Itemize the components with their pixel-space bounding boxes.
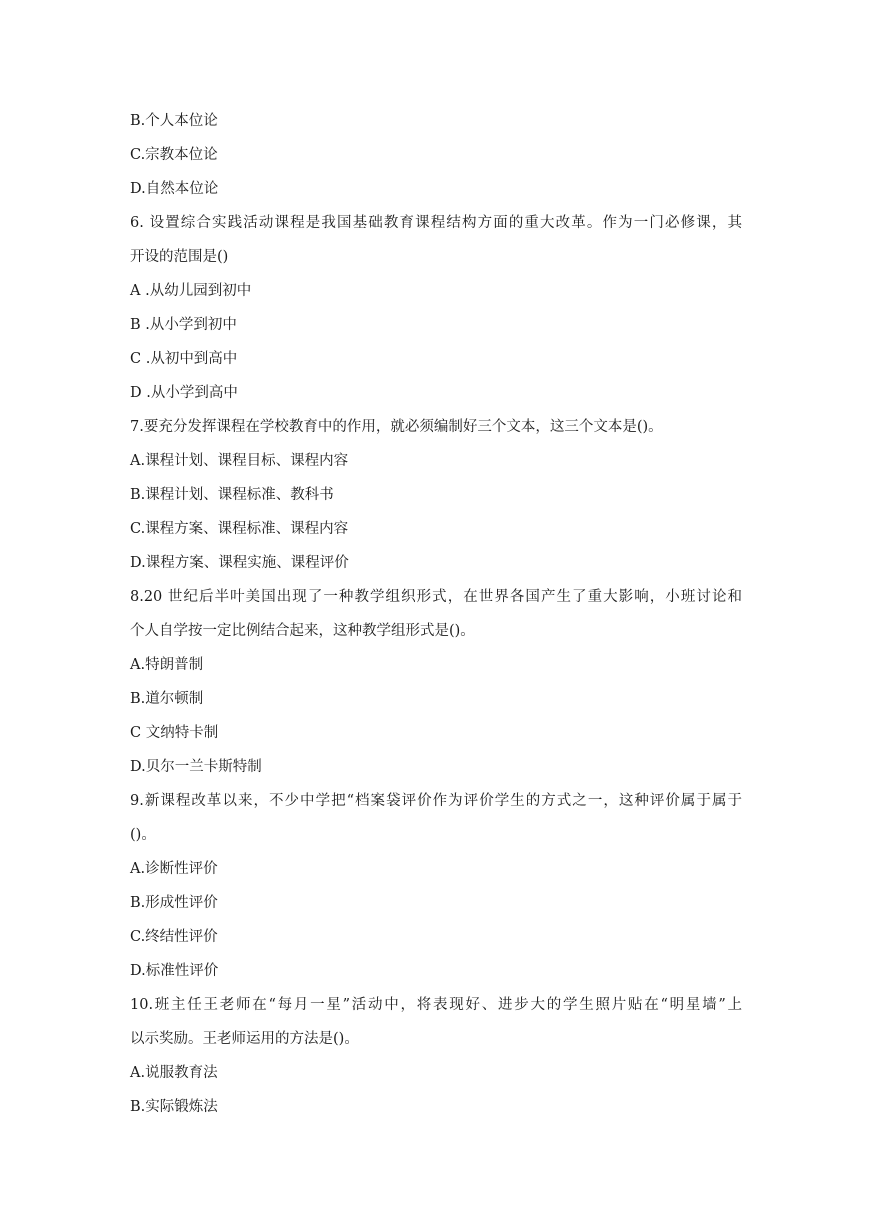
document-page (130, 104, 742, 1124)
question-8-line-2: 个人自学按一定比例结合起来，这种教学组形式是()。 (130, 623, 475, 639)
question-9-line-1: 9.新课程改革以来，不少中学把“档案袋评价作为评价学生的方式之一，这种评价属于属于 (130, 793, 742, 809)
question-10-line-2: 以示奖励。王老师运用的方法是()。 (130, 1031, 359, 1047)
option-b-q6: B .从小学到初中 (130, 317, 237, 333)
option-c-q7: C.课程方案、课程标准、课程内容 (130, 521, 349, 537)
option-d-q7: D.课程方案、课程实施、课程评价 (130, 555, 349, 571)
question-6-line-1: 6. 设置综合实践活动课程是我国基础教育课程结构方面的重大改革。作为一门必修课，其 (130, 215, 742, 231)
question-8-line-1: 8.20 世纪后半叶美国出现了一种教学组织形式，在世界各国产生了重大影响，小班讨论和 (130, 589, 742, 605)
option-b-q9: B.形成性评价 (130, 895, 218, 911)
option-d-q9: D.标准性评价 (130, 963, 219, 979)
option-a-q10: A.说服教育法 (130, 1065, 218, 1081)
option-c-q5: C.宗教本位论 (130, 147, 218, 163)
option-b-q7: B.课程计划、课程标准、教科书 (130, 487, 334, 503)
option-b-q10: B.实际锻炼法 (130, 1099, 218, 1115)
option-b-q5: B.个人本位论 (130, 113, 218, 129)
option-a-q8: A.特朗普制 (130, 657, 204, 673)
option-d-q6: D .从小学到高中 (130, 385, 238, 401)
question-10-line-1: 10.班主任王老师在“每月一星”活动中，将表现好、进步大的学生照片贴在“明星墙”上 (130, 997, 742, 1013)
option-b-q8: B.道尔顿制 (130, 691, 204, 707)
option-c-q9: C.终结性评价 (130, 929, 218, 945)
option-c-q6: C .从初中到高中 (130, 351, 238, 367)
option-c-q8: C 文纳特卡制 (130, 725, 219, 741)
option-a-q9: A.诊断性评价 (130, 861, 218, 877)
option-a-q6: A .从幼儿园到初中 (130, 283, 252, 299)
question-9-line-2: ()。 (130, 827, 156, 843)
option-a-q7: A.课程计划、课程目标、课程内容 (130, 453, 349, 469)
question-7: 7.要充分发挥课程在学校教育中的作用，就必须编制好三个文本，这三个文本是()。 (130, 419, 663, 435)
option-d-q8: D.贝尔一兰卡斯特制 (130, 759, 262, 775)
option-d-q5: D.自然本位论 (130, 181, 219, 197)
question-6-line-2: 开设的范围是() (130, 249, 229, 265)
